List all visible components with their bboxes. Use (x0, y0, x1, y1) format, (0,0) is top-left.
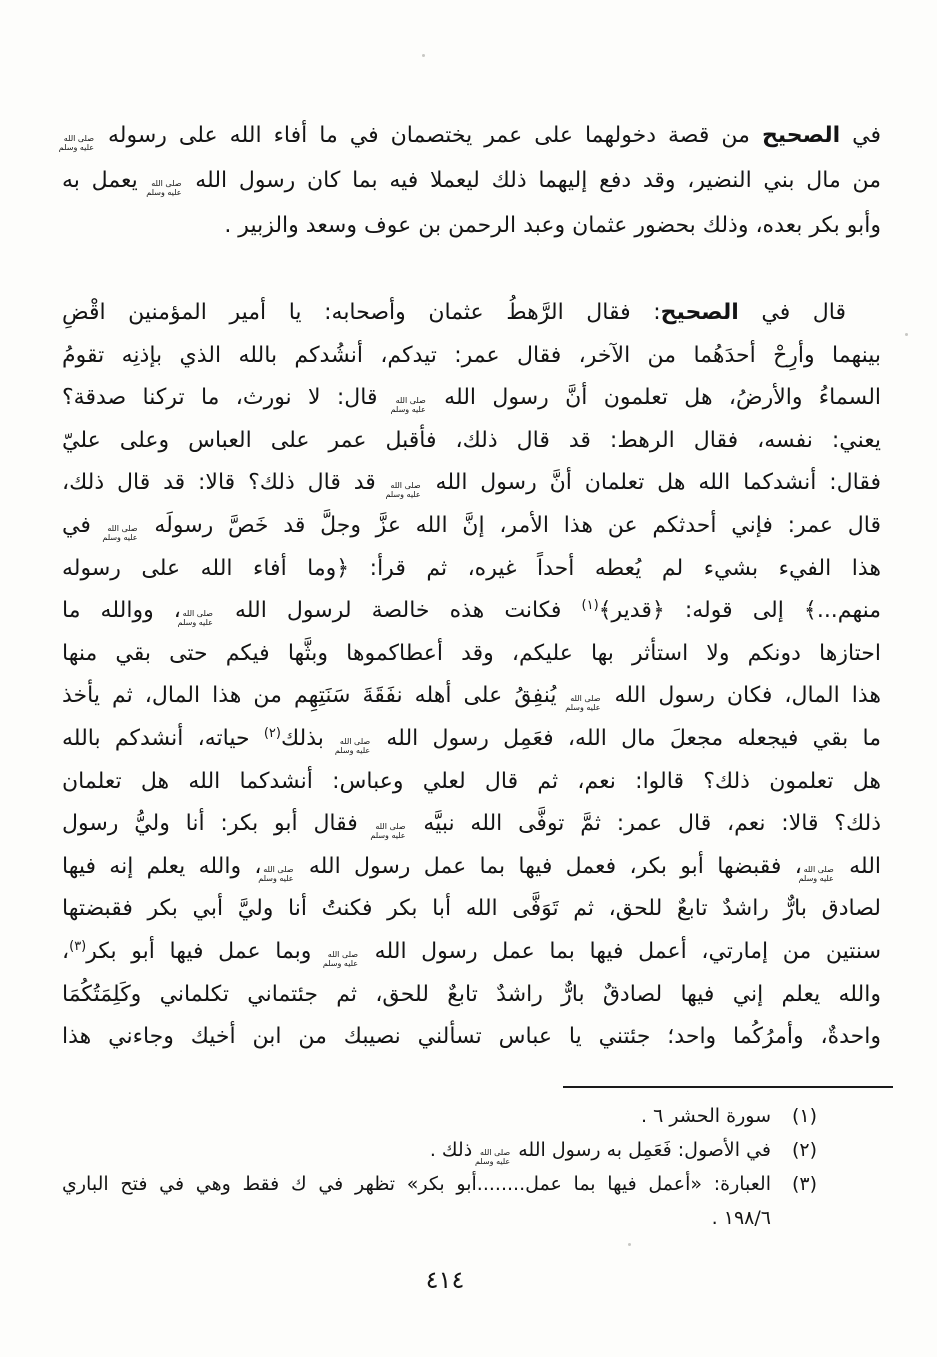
text-line: فقال: أنشدكما الله هل تعلمان أنَّ رسول الله صلى الله عليه وسلم قد قال ذلك؟ قالا: قد قال ذلك، (62, 470, 881, 500)
text-line: قال عمر: فإني أحدثكم عن هذا الأمر، إنَّ الله عزَّ وجلَّ قد خَصَّ رسولَه صلى الله عليه وسلم في (62, 512, 881, 542)
prophet-honorific-icon: صلى الله عليه وسلم (102, 523, 138, 542)
footnote (62, 1099, 817, 1133)
prophet-honorific-icon: صلى الله عليه وسلم (385, 481, 421, 500)
paragraph-2 (62, 292, 881, 1059)
paragraph-1 (58, 113, 881, 248)
text-line: الله صلى الله عليه وسلم ، فقبضها أبو بكر، فعمل فيها بما عمل رسول الله صلى الله عليه وسلم ، والله يعلم إنه فيها (62, 853, 882, 883)
prophet-honorific-icon: صلى الله عليه وسلم (334, 736, 371, 755)
footnote-marker: (٢) (791, 1139, 817, 1161)
prophet-honorific-icon: صلى الله عليه وسلم (474, 1148, 511, 1166)
footnotes (62, 1099, 817, 1235)
prophet-honorific-icon: صلى الله عليه وسلم (146, 179, 182, 197)
text-line: هل تعلمون ذلك؟ قالوا: نعم، ثم قال لعلي وعباس: أنشدكما الله هل تعلمان (62, 768, 881, 794)
prophet-honorific-icon: صلى الله عليه وسلم (177, 609, 213, 628)
text-line: بينهما وأرِحْ أحدَهُما من الآخر، فقال عمر: تيدكم، أنشُدكم بالله الذي بإذنِه تقومُ (62, 342, 881, 368)
text-line: لصادق بارٌّ راشدٌ تابعٌ للحق، ثم تَوَفَّى الله أبا بكر فكنتُ أنا وليَّ أبي بكر فقبضتها (62, 896, 881, 922)
footnote-text: سورة الحشر ٦ . (640, 1105, 771, 1127)
scan-speck (422, 54, 425, 57)
text-line: السماءُ والأرضُ، هل تعلمون أنَّ رسول الله صلى الله عليه وسلم قال: لا نورث، ما تركنا صدقة؟ (62, 385, 882, 415)
prophet-honorific-icon: صلى الله عليه وسلم (798, 864, 834, 883)
footnote-marker: (٣) (791, 1173, 817, 1195)
footnote-separator (563, 1086, 893, 1088)
text-line: هذا الفيء بشيء لم يُعطه أحداً غيره، ثم قرأ: ﴿وما أفاء الله على رسوله (62, 555, 881, 581)
prophet-honorific-icon: صلى الله عليه وسلم (322, 949, 359, 968)
prophet-honorific-icon: صلى الله عليه وسلم (58, 134, 94, 152)
footnote-text-continuation: ١٩٨/٦ . (711, 1207, 771, 1229)
text-line: سنتين من إمارتي، أعمل فيها بما عمل رسول الله صلى الله عليه وسلم وبما عمل فيها أبو بكر$^{(٣)}$، (62, 938, 882, 968)
text-line: ما بقي فيجعله مجعلَ مال الله، فعَمِل رسول الله صلى الله عليه وسلم بذلك$^{(٢)}$ حياته، أنشدكم بالله (62, 725, 881, 755)
footnote-ref: (٣) (69, 938, 87, 954)
text-line: احتازها دونكم ولا استأثر بها عليكم، وقد أعطاكموها وبثَّها فيكم حتى بقي منها (62, 640, 881, 666)
text-line: يعني: نفسه، فقال الرهط: قد قال ذلك، فأقبل عمر على العباس وعلى عليّ (62, 427, 881, 453)
prophet-honorific-icon: صلى الله عليه وسلم (258, 864, 294, 883)
prophet-honorific-icon: صلى الله عليه وسلم (390, 396, 426, 415)
text-line: منهم...﴾ إلى قوله: ﴿قدير﴾$^{(١)}$ فكانت هذه خالصة لرسول الله صلى الله عليه وسلم ، ووالله ما (62, 598, 882, 628)
scan-speck (905, 333, 908, 336)
text-line: وأبو بكر بعده، وذلك بحضور عثمان وعبد الرحمن بن عوف وسعد والزبير . (224, 213, 881, 238)
footnote (62, 1167, 817, 1235)
text-line: واحدةٌ، وأمرُكُما واحد؛ جئتني يا عباس تسألني نصيبك من ابن أخيك وجاءني هذا (62, 1024, 881, 1050)
prophet-honorific-icon: صلى الله عليه وسلم (370, 822, 406, 841)
text-line: ذلك؟ قالا: نعم، قال عمر: ثمَّ توفَّى الله نبيَّه صلى الله عليه وسلم فقال أبو بكر: أنا وليُّ رسول (62, 811, 881, 841)
footnote (62, 1133, 817, 1167)
text-line: من مال بني النضير، وقد دفع إليهما ذلك ليعملا فيه بما كان رسول الله صلى الله عليه وسلم يعمل به (62, 168, 881, 197)
footnote-text: العبارة: «أعمل فيها بما عمل........أبو بكر» تظهر في ك فقط وهي في فتح الباري (62, 1173, 771, 1195)
text-line: في الصحيح من قصة دخولهما على عمر يختصمان في ما أفاء الله على رسوله صلى الله عليه وسلم (58, 123, 881, 152)
text-line: هذا المال، فكان رسول الله صلى الله عليه وسلم يُنفِقُ على أهله نفَقَةَ سَنَتِهِم من هذا المال، ثم يأخذ (62, 683, 881, 713)
bold-word: الصحيح (761, 123, 841, 148)
footnote-ref: (٢) (263, 725, 281, 741)
footnote-marker: (١) (791, 1105, 817, 1127)
scan-speck (628, 1243, 631, 1246)
body-text (58, 113, 882, 1059)
text-line: والله يعلم إني فيها لصادقٌ بارٌّ راشدٌ تابعٌ للحق، ثم جئتماني تكلماني وكَلِمَتُكُمَا (62, 981, 881, 1007)
footnote-text: في الأصول: فَعَمِل به رسول الله صلى الله عليه وسلم ذلك . (429, 1139, 771, 1166)
bold-word: الصحيح (660, 300, 739, 325)
prophet-honorific-icon: صلى الله عليه وسلم (565, 694, 601, 713)
page-number: ٤١٤ (425, 1266, 465, 1294)
text-line: قال في الصحيح: فقال الرَّهطُ عثمان وأصحابه: يا أمير المؤمنين اقْضِ (62, 300, 846, 325)
footnote-ref: (١) (581, 598, 599, 614)
